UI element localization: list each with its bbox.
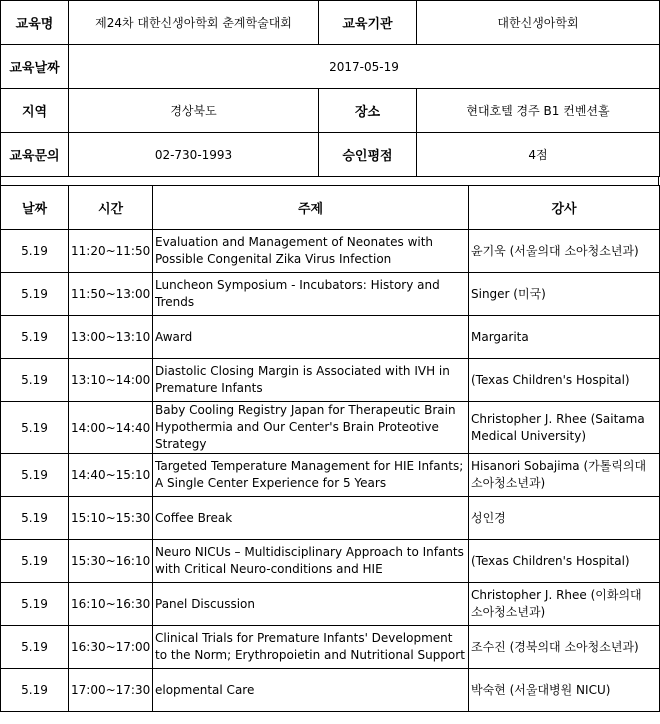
section-gap (0, 177, 659, 185)
row-time: 11:50~13:00 (69, 273, 153, 316)
institution-label: 교육기관 (319, 1, 417, 45)
row-date: 5.19 (1, 402, 69, 454)
row-time: 13:00~13:10 (69, 316, 153, 359)
row-time: 14:00~14:40 (69, 402, 153, 454)
credits-label: 승인평점 (319, 133, 417, 177)
row-speaker: 성인경 (469, 497, 660, 540)
header-topic: 주제 (153, 186, 469, 230)
date-label: 교육날짜 (1, 45, 69, 89)
schedule-header-row (1, 186, 660, 230)
table-row (1, 626, 660, 669)
row-speaker: (Texas Children's Hospital) (469, 540, 660, 583)
row-date: 5.19 (1, 454, 69, 497)
credits-value: 4점 (417, 133, 660, 177)
institution-value: 대한신생아학회 (417, 1, 660, 45)
row-date: 5.19 (1, 583, 69, 626)
row-speaker: 박숙현 (서울대병원 NICU) (469, 669, 660, 712)
row-date: 5.19 (1, 273, 69, 316)
row-date: 5.19 (1, 230, 69, 273)
row-topic: Evaluation and Management of Neonates with Possible Congenital Zika Virus Infection (153, 230, 469, 273)
schedule-table (0, 185, 660, 712)
table-row (1, 359, 660, 402)
row-speaker: Margarita (469, 316, 660, 359)
info-row-contact (1, 133, 660, 177)
date-value: 2017-05-19 (69, 45, 660, 89)
row-time: 15:30~16:10 (69, 540, 153, 583)
row-topic: Neuro NICUs – Multidisciplinary Approach to Infants with Critical Neuro-conditions and HIE (153, 540, 469, 583)
row-speaker: 조수진 (경북의대 소아청소년과) (469, 626, 660, 669)
row-date: 5.19 (1, 540, 69, 583)
row-time: 15:10~15:30 (69, 497, 153, 540)
row-topic: elopmental Care (153, 669, 469, 712)
row-topic: Luncheon Symposium - Incubators: History and Trends (153, 273, 469, 316)
venue-value: 현대호텔 경주 B1 컨벤션홀 (417, 89, 660, 133)
row-time: 17:00~17:30 (69, 669, 153, 712)
row-time: 16:10~16:30 (69, 583, 153, 626)
header-date: 날짜 (1, 186, 69, 230)
row-time: 11:20~11:50 (69, 230, 153, 273)
row-date: 5.19 (1, 316, 69, 359)
row-date: 5.19 (1, 626, 69, 669)
table-row (1, 273, 660, 316)
table-row (1, 316, 660, 359)
contact-value: 02-730-1993 (69, 133, 319, 177)
table-row (1, 540, 660, 583)
region-value: 경상북도 (69, 89, 319, 133)
row-time: 13:10~14:00 (69, 359, 153, 402)
row-topic: Baby Cooling Registry Japan for Therapeutic Brain Hypothermia and Our Center's Brain Proteotive Strategy (153, 402, 469, 454)
table-row (1, 454, 660, 497)
row-topic: Coffee Break (153, 497, 469, 540)
contact-label: 교육문의 (1, 133, 69, 177)
row-speaker: Singer (미국) (469, 273, 660, 316)
row-date: 5.19 (1, 359, 69, 402)
table-row (1, 583, 660, 626)
row-speaker: Christopher J. Rhee (이화의대 소아청소년과) (469, 583, 660, 626)
row-topic: Diastolic Closing Margin is Associated with IVH in Premature Infants (153, 359, 469, 402)
table-row (1, 497, 660, 540)
region-label: 지역 (1, 89, 69, 133)
row-time: 16:30~17:00 (69, 626, 153, 669)
header-speaker: 강사 (469, 186, 660, 230)
row-speaker: (Texas Children's Hospital) (469, 359, 660, 402)
row-topic: Panel Discussion (153, 583, 469, 626)
row-topic: Targeted Temperature Management for HIE Infants; A Single Center Experience for 5 Years (153, 454, 469, 497)
info-row-course (1, 1, 660, 45)
row-time: 14:40~15:10 (69, 454, 153, 497)
table-row (1, 230, 660, 273)
table-row (1, 402, 660, 454)
course-name-label: 교육명 (1, 1, 69, 45)
course-name-value: 제24차 대한신생아학회 춘계학술대회 (69, 1, 319, 45)
course-info-table (0, 0, 660, 177)
row-speaker: Hisanori Sobajima (가톨릭의대 소아청소년과) (469, 454, 660, 497)
row-topic: Clinical Trials for Premature Infants' Development to the Norm; Erythropoietin and Nutritional Support (153, 626, 469, 669)
row-speaker: 윤기욱 (서울의대 소아청소년과) (469, 230, 660, 273)
row-topic: Award (153, 316, 469, 359)
info-row-location (1, 89, 660, 133)
table-row (1, 669, 660, 712)
header-time: 시간 (69, 186, 153, 230)
row-speaker: Christopher J. Rhee (Saitama Medical University) (469, 402, 660, 454)
venue-label: 장소 (319, 89, 417, 133)
row-date: 5.19 (1, 669, 69, 712)
row-date: 5.19 (1, 497, 69, 540)
info-row-date (1, 45, 660, 89)
